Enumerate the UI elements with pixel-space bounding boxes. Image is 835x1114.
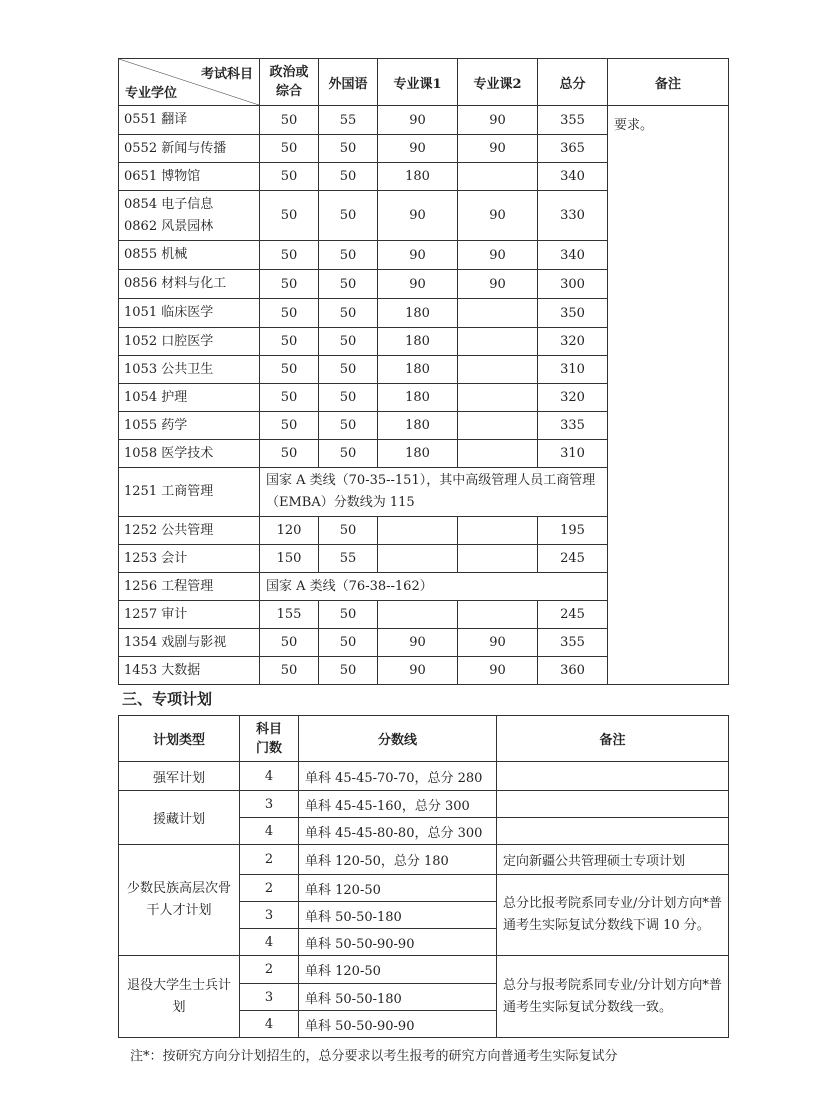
- course2-score: [458, 545, 538, 573]
- total-score: 320: [538, 328, 608, 356]
- foreign-score: 50: [319, 384, 378, 412]
- program-name: 0854 电子信息 0862 风景园林: [119, 191, 260, 241]
- header-politics: 政治或 综合: [260, 59, 319, 106]
- course1-score: 90: [378, 241, 458, 270]
- subject-count: 3: [240, 984, 299, 1011]
- program-name: 1058 医学技术: [119, 440, 260, 468]
- foreign-score: 50: [319, 299, 378, 328]
- course2-score: [458, 412, 538, 440]
- total-score: 320: [538, 384, 608, 412]
- plan-type: 强军计划: [119, 762, 240, 791]
- subject-count: 2: [240, 845, 299, 875]
- table-row: [119, 791, 729, 818]
- course2-score: [458, 384, 538, 412]
- score-line: 单科 120-50: [299, 875, 497, 902]
- header-remark: 备注: [497, 716, 729, 762]
- remark-cell: [497, 762, 729, 791]
- course1-score: 180: [378, 163, 458, 191]
- program-name: 0855 机械: [119, 241, 260, 270]
- remark-cell: 总分与报考院系同专业/分计划方向*普通考生实际复试分数线一致。: [497, 956, 729, 1038]
- header-subject-count: 科目 门数: [240, 716, 299, 762]
- program-name: 1453 大数据: [119, 657, 260, 685]
- program-name: 1256 工程管理: [119, 573, 260, 601]
- program-name: 1251 工商管理: [119, 468, 260, 517]
- header-course2: 专业课2: [458, 59, 538, 106]
- course1-score: 180: [378, 412, 458, 440]
- program-name: 1052 口腔医学: [119, 328, 260, 356]
- header-course1: 专业课1: [378, 59, 458, 106]
- score-line: 单科 50-50-90-90: [299, 1011, 497, 1038]
- course2-score: 90: [458, 191, 538, 241]
- foreign-score: 55: [319, 106, 378, 135]
- program-name: 1257 审计: [119, 601, 260, 629]
- foreign-score: 50: [319, 135, 378, 163]
- total-score: 310: [538, 356, 608, 384]
- politics-score: 50: [260, 299, 319, 328]
- subject-count: 2: [240, 956, 299, 984]
- course2-score: 90: [458, 106, 538, 135]
- subject-count: 4: [240, 929, 299, 956]
- remark-cell: [497, 791, 729, 818]
- politics-score: 50: [260, 163, 319, 191]
- foreign-score: 50: [319, 163, 378, 191]
- politics-score: 120: [260, 517, 319, 545]
- politics-score: 50: [260, 440, 319, 468]
- politics-score: 50: [260, 412, 319, 440]
- program-name: 1252 公共管理: [119, 517, 260, 545]
- program-name: 1055 药学: [119, 412, 260, 440]
- total-score: 355: [538, 629, 608, 657]
- course1-score: 180: [378, 356, 458, 384]
- program-name: 1053 公共卫生: [119, 356, 260, 384]
- course1-score: 180: [378, 299, 458, 328]
- course2-score: 90: [458, 135, 538, 163]
- program-name: 0551 翻译: [119, 106, 260, 135]
- course2-score: [458, 601, 538, 629]
- politics-score: 50: [260, 135, 319, 163]
- foreign-score: 50: [319, 440, 378, 468]
- table-row: [119, 956, 729, 984]
- foreign-score: 50: [319, 191, 378, 241]
- subject-count: 3: [240, 902, 299, 929]
- total-score: 330: [538, 191, 608, 241]
- table-row: [119, 106, 729, 135]
- program-name: 1253 会计: [119, 545, 260, 573]
- foreign-score: 50: [319, 412, 378, 440]
- total-score: 310: [538, 440, 608, 468]
- diagonal-header-cell: [119, 59, 260, 106]
- special-plan-table: [118, 715, 729, 1038]
- header-remark: 备注: [608, 59, 729, 106]
- header-foreign: 外国语: [319, 59, 378, 106]
- plan-type: 少数民族高层次骨干人才计划: [119, 845, 240, 956]
- total-score: 350: [538, 299, 608, 328]
- total-score: 245: [538, 601, 608, 629]
- foreign-score: 50: [319, 601, 378, 629]
- score-line: 单科 50-50-180: [299, 902, 497, 929]
- score-line: 单科 45-45-80-80，总分 300: [299, 818, 497, 845]
- remark-cell: [497, 818, 729, 845]
- total-score: 245: [538, 545, 608, 573]
- course1-score: 90: [378, 106, 458, 135]
- course1-score: [378, 545, 458, 573]
- subject-count: 3: [240, 791, 299, 818]
- politics-score: 50: [260, 106, 319, 135]
- score-line: 单科 45-45-160，总分 300: [299, 791, 497, 818]
- remark-cell: 要求。: [608, 106, 729, 685]
- program-name: 0552 新闻与传播: [119, 135, 260, 163]
- total-score: 335: [538, 412, 608, 440]
- course2-score: 90: [458, 629, 538, 657]
- combined-score-note: 国家 A 类线（70-35--151），其中高级管理人员工商管理（EMBA）分数线为 115: [260, 468, 608, 517]
- remark-cell: 定向新疆公共管理硕士专项计划: [497, 845, 729, 875]
- course1-score: [378, 601, 458, 629]
- header-degree: 专业学位: [125, 86, 178, 101]
- program-name: 0651 博物馆: [119, 163, 260, 191]
- program-name: 1354 戏剧与影视: [119, 629, 260, 657]
- program-name: 0856 材料与化工: [119, 270, 260, 299]
- score-line: 单科 50-50-90-90: [299, 929, 497, 956]
- course2-score: [458, 328, 538, 356]
- course2-score: 90: [458, 657, 538, 685]
- score-line: 单科 120-50，总分 180: [299, 845, 497, 875]
- course2-score: [458, 299, 538, 328]
- politics-score: 50: [260, 191, 319, 241]
- politics-score: 50: [260, 241, 319, 270]
- course2-score: [458, 440, 538, 468]
- foreign-score: 50: [319, 517, 378, 545]
- total-score: 365: [538, 135, 608, 163]
- remark-cell: 总分比报考院系同专业/分计划方向*普通考生实际复试分数线下调 10 分。: [497, 875, 729, 956]
- course2-score: [458, 163, 538, 191]
- course1-score: 90: [378, 657, 458, 685]
- total-score: 300: [538, 270, 608, 299]
- score-line: 单科 120-50: [299, 956, 497, 984]
- course2-score: [458, 517, 538, 545]
- course2-score: 90: [458, 241, 538, 270]
- course2-score: [458, 356, 538, 384]
- politics-score: 50: [260, 384, 319, 412]
- course2-score: 90: [458, 270, 538, 299]
- politics-score: 50: [260, 270, 319, 299]
- course1-score: 90: [378, 191, 458, 241]
- plan-type: 退役大学生士兵计划: [119, 956, 240, 1038]
- header-subject: 考试科目: [200, 67, 253, 82]
- foreign-score: 50: [319, 241, 378, 270]
- total-score: 195: [538, 517, 608, 545]
- program-name: 1051 临床医学: [119, 299, 260, 328]
- table-row: [119, 845, 729, 875]
- politics-score: 50: [260, 629, 319, 657]
- program-name: 1054 护理: [119, 384, 260, 412]
- total-score: 360: [538, 657, 608, 685]
- header-plan-type: 计划类型: [119, 716, 240, 762]
- course1-score: 90: [378, 135, 458, 163]
- table-row: [119, 762, 729, 791]
- subject-count: 4: [240, 1011, 299, 1038]
- foreign-score: 50: [319, 629, 378, 657]
- score-table: [118, 58, 729, 685]
- plan-type: 援藏计划: [119, 791, 240, 845]
- course1-score: [378, 517, 458, 545]
- course1-score: 90: [378, 270, 458, 299]
- politics-score: 150: [260, 545, 319, 573]
- politics-score: 50: [260, 657, 319, 685]
- total-score: 340: [538, 241, 608, 270]
- total-score: 355: [538, 106, 608, 135]
- politics-score: 50: [260, 328, 319, 356]
- foreign-score: 50: [319, 356, 378, 384]
- header-total: 总分: [538, 59, 608, 106]
- subject-count: 4: [240, 818, 299, 845]
- politics-score: 50: [260, 356, 319, 384]
- subject-count: 4: [240, 762, 299, 791]
- section-title: 三、专项计划: [122, 690, 213, 708]
- score-line: 单科 45-45-70-70，总分 280: [299, 762, 497, 791]
- politics-score: 155: [260, 601, 319, 629]
- score-line: 单科 50-50-180: [299, 984, 497, 1011]
- combined-score-note: 国家 A 类线（76-38--162）: [260, 573, 608, 601]
- footnote: 注*：按研究方向分计划招生的，总分要求以考生报考的研究方向普通考生实际复试分: [130, 1049, 618, 1064]
- course1-score: 180: [378, 384, 458, 412]
- header-score-line: 分数线: [299, 716, 497, 762]
- foreign-score: 50: [319, 270, 378, 299]
- foreign-score: 50: [319, 328, 378, 356]
- course1-score: 180: [378, 328, 458, 356]
- course1-score: 90: [378, 629, 458, 657]
- foreign-score: 55: [319, 545, 378, 573]
- total-score: 340: [538, 163, 608, 191]
- foreign-score: 50: [319, 657, 378, 685]
- course1-score: 180: [378, 440, 458, 468]
- subject-count: 2: [240, 875, 299, 902]
